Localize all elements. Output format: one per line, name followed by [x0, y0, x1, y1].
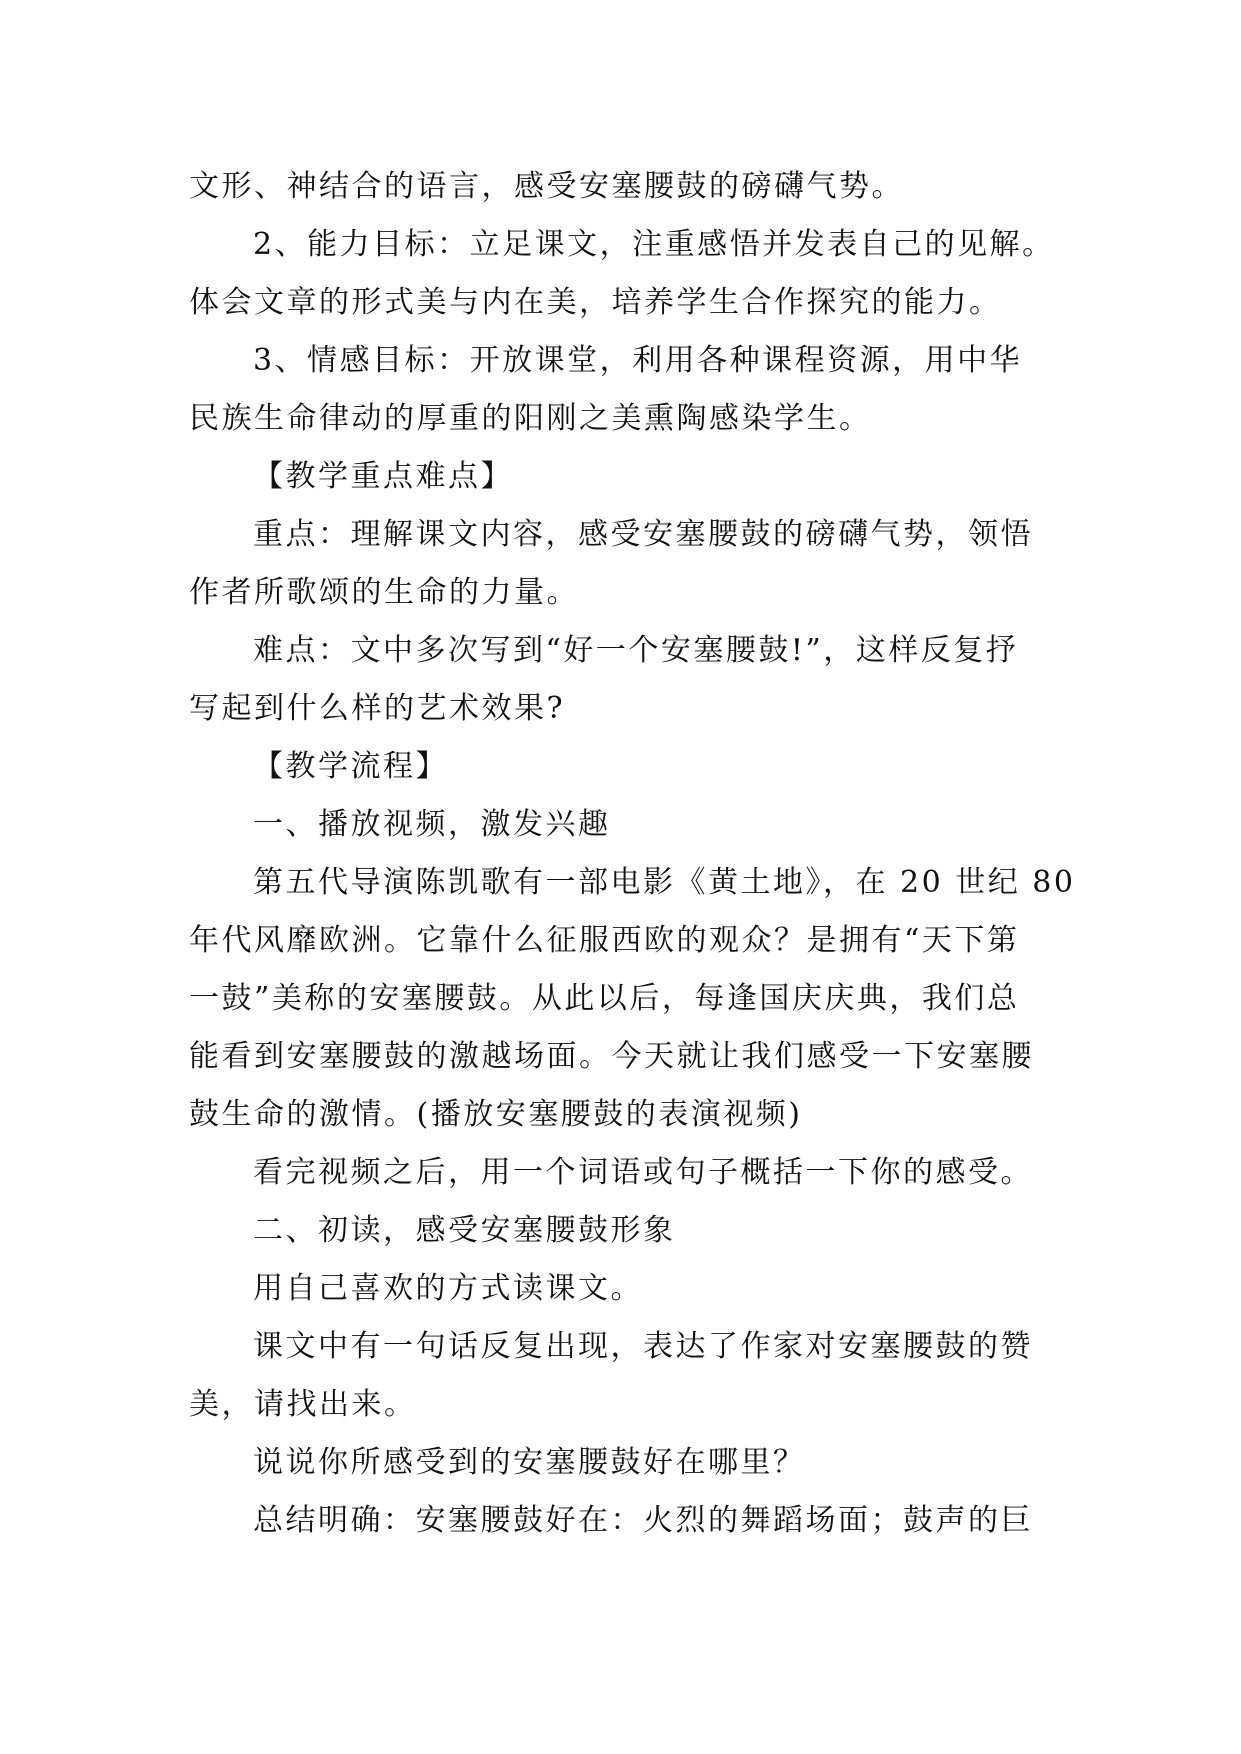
text-line: 体会文章的形式美与内在美，培养学生合作探究的能力。: [189, 285, 1002, 320]
text-line: 写起到什么样的艺术效果?: [189, 691, 566, 726]
text-line: 2、能力目标：立足课文，注重感悟并发表自己的见解。: [253, 227, 1055, 262]
text-line: 第五代导演陈凯歌有一部电影《黄土地》，在 20 世纪 80: [253, 865, 1076, 900]
text-line: 能看到安塞腰鼓的激越场面。今天就让我们感受一下安塞腰: [189, 1039, 1034, 1074]
text-line: 作者所歌颂的生命的力量。: [189, 575, 579, 610]
text-line: 二、初读，感受安塞腰鼓形象: [253, 1213, 676, 1248]
text-line: 【教学流程】: [253, 749, 448, 784]
text-line: 用自己喜欢的方式读课文。: [253, 1271, 643, 1306]
document-body: [189, 158, 1076, 1550]
text-line: 美，请找出来。: [189, 1387, 417, 1422]
text-line: 民族生命律动的厚重的阳刚之美熏陶感染学生。: [189, 401, 872, 436]
text-line: 一鼓”美称的安塞腰鼓。从此以后，每逢国庆庆典，我们总: [189, 981, 1020, 1016]
text-line: 难点：文中多次写到“好一个安塞腰鼓!”，这样反复抒: [253, 633, 1019, 668]
text-line: 鼓生命的激情。(播放安塞腰鼓的表演视频): [189, 1097, 803, 1132]
text-line: 一、播放视频，激发兴趣: [253, 807, 611, 842]
text-line: 【教学重点难点】: [253, 459, 513, 494]
text-line: 重点：理解课文内容，感受安塞腰鼓的磅礴气势，领悟: [253, 517, 1033, 552]
text-line: 说说你所感受到的安塞腰鼓好在哪里？: [253, 1445, 806, 1480]
text-line: 年代风靡欧洲。它靠什么征服西欧的观众？是拥有“天下第: [189, 923, 1020, 958]
text-line: 3、情感目标：开放课堂，利用各种课程资源，用中华: [253, 343, 1023, 378]
text-line: 看完视频之后，用一个词语或句子概括一下你的感受。: [253, 1155, 1033, 1190]
text-line: 总结明确：安塞腰鼓好在：火烈的舞蹈场面；鼓声的巨: [253, 1503, 1033, 1538]
text-line: 课文中有一句话反复出现，表达了作家对安塞腰鼓的赞: [253, 1329, 1033, 1364]
text-line: 文形、神结合的语言，感受安塞腰鼓的磅礴气势。: [189, 169, 904, 204]
